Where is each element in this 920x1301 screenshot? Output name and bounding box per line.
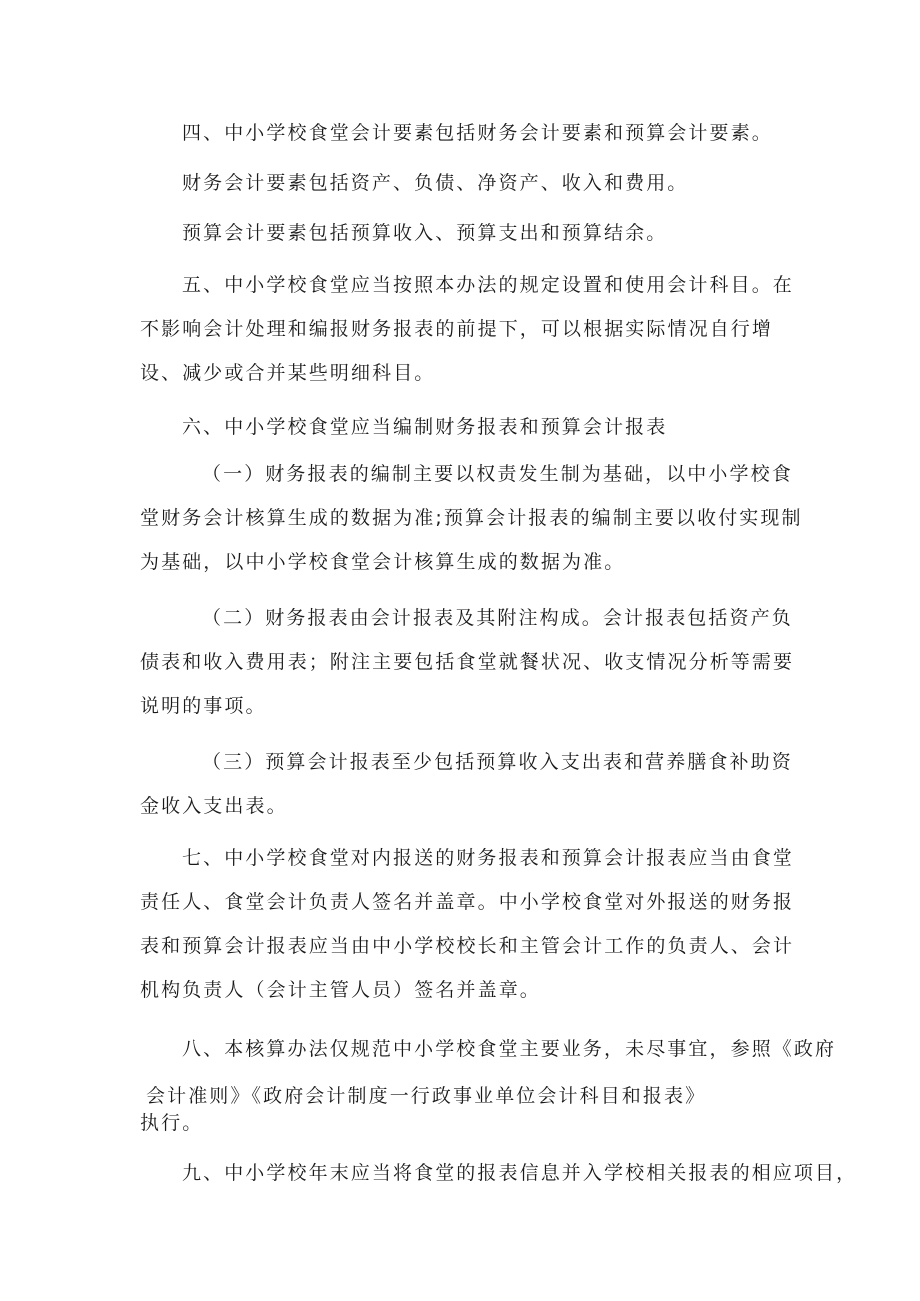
paragraph-budget-elements: 预算会计要素包括预算收入、预算支出和预算结余。 (182, 222, 668, 244)
paragraph-report-preparation: 六、中小学校食堂应当编制财务报表和预算会计报表 (182, 416, 668, 438)
paragraph-accounting-elements: 四、中小学校食堂会计要素包括财务会计要素和预算会计要素。 (182, 122, 773, 144)
paragraph-reference-line2: 会计准则》《政府会计制度一行政事业单位会计科目和报表》 (146, 1085, 707, 1107)
paragraph-accounting-subjects: 五、中小学校食堂应当按照本办法的规定设置和使用会计科目。在不影响会计处理和编报财务报表的前提下，可以根据实际情况自行增设、减少或合并某些明细科目。 (140, 274, 794, 384)
paragraph-report-composition: （二）财务报表由会计报表及其附注构成。会计报表包括资产负债表和收入费用表；附注主要包括食堂就餐状况、收支情况分析等需要说明的事项。 (140, 607, 795, 717)
paragraph-report-basis: （一）财务报表的编制主要以权责发生制为基础，以中小学校食堂财务会计核算生成的数据为准;预算会计报表的编制主要以收付实现制为基础，以中小学校食堂会计核算生成的数据为准。 (140, 463, 803, 573)
paragraph-report-signing: 七、中小学校食堂对内报送的财务报表和预算会计报表应当由食堂责任人、食堂会计负责人签名并盖章。中小学校食堂对外报送的财务报表和预算会计报表应当由中小学校校长和主管会计工作的负责人、会计机构负责人（会计主管人员）签名并盖章。 (140, 847, 795, 1001)
paragraph-reference-line1: 八、本核算办法仅规范中小学校食堂主要业务，未尽事宜，参照《政府 (182, 1038, 837, 1060)
paragraph-reference-line3: 执行。 (140, 1112, 204, 1134)
paragraph-budget-reports: （三）预算会计报表至少包括预算收入支出表和营养膳食补助资金收入支出表。 (140, 751, 793, 817)
paragraph-financial-elements: 财务会计要素包括资产、负债、净资产、收入和费用。 (182, 172, 689, 194)
paragraph-year-end-merge: 九、中小学校年末应当将食堂的报表信息并入学校相关报表的相应项目， (182, 1162, 858, 1184)
